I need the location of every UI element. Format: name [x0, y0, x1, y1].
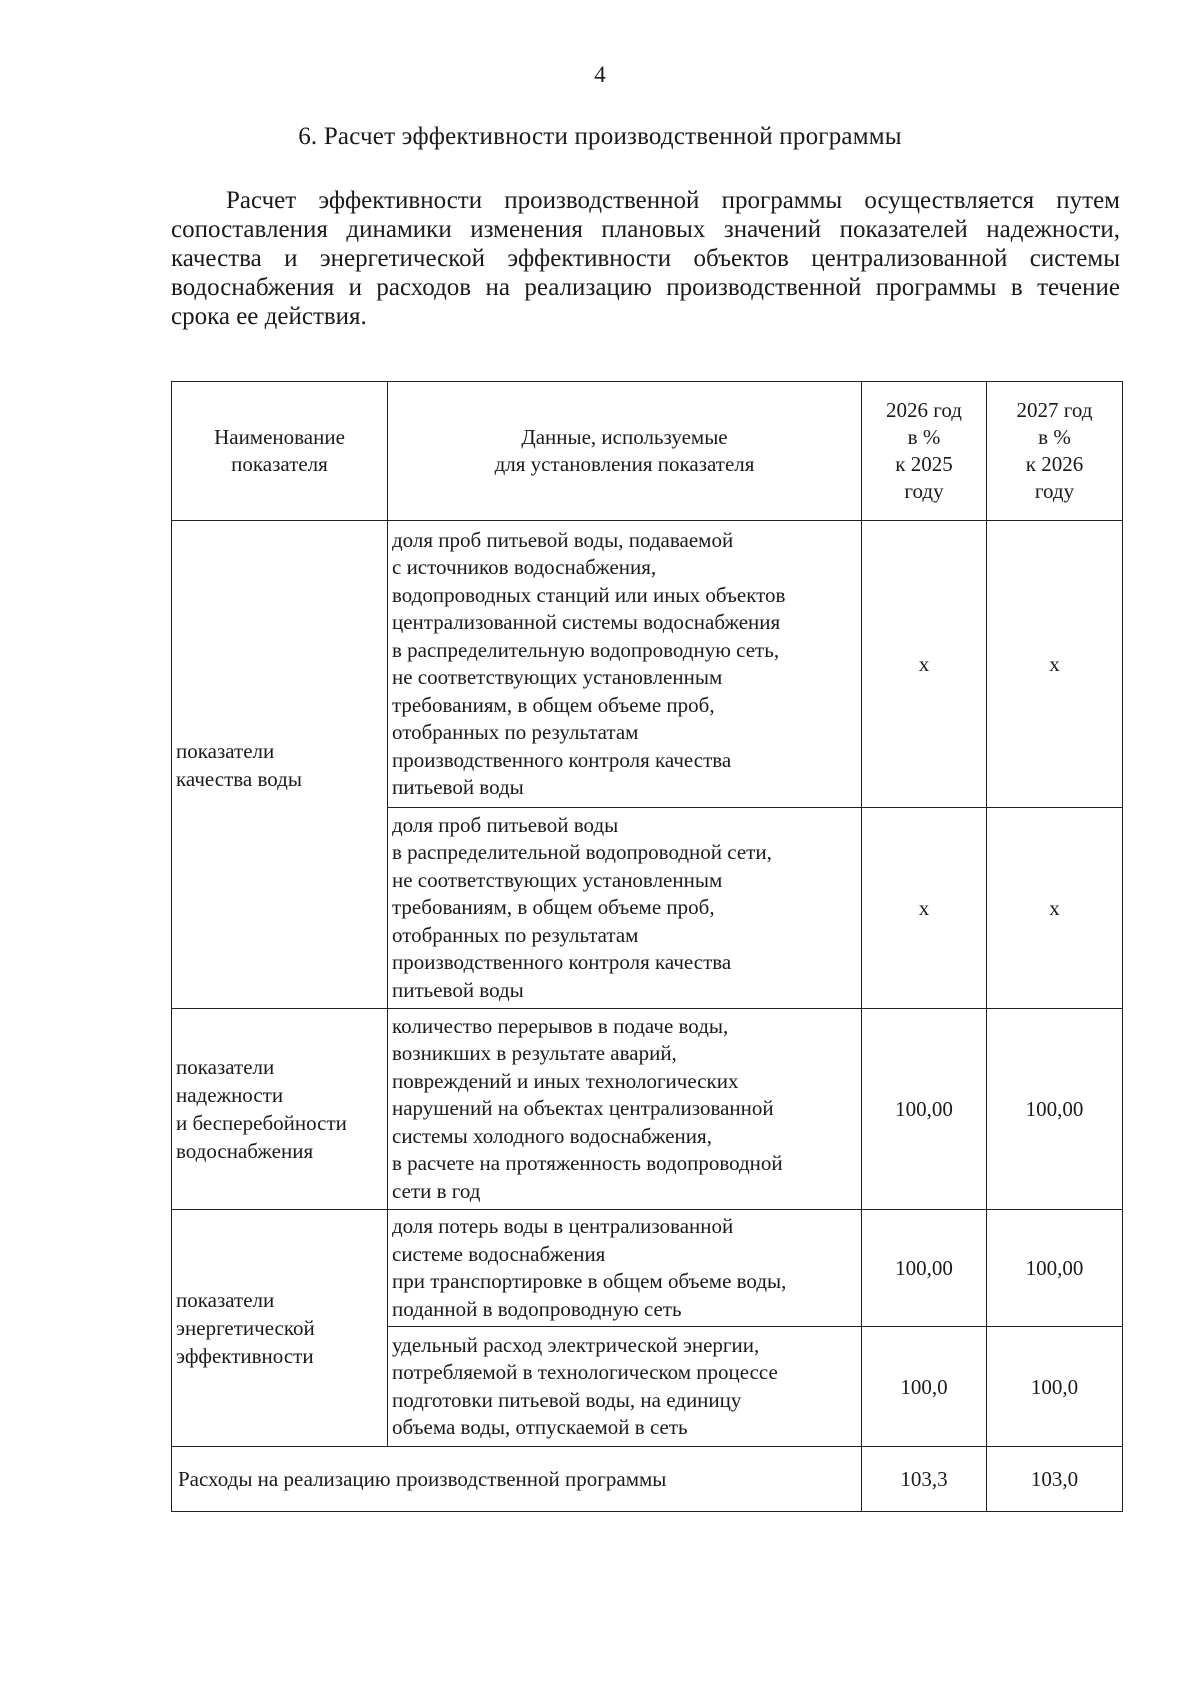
group-name-line: эффективности: [176, 1344, 314, 1368]
total-value-2027: 103,0: [987, 1447, 1123, 1512]
header-text: году: [1034, 479, 1075, 503]
data-line: возникших в результате аварий,: [392, 1041, 677, 1066]
data-line: удельный расход электрической энергии,: [392, 1332, 760, 1357]
data-line: при транспортировке в общем объеме воды,: [392, 1269, 787, 1293]
data-line: потребляемой в технологическом процессе: [392, 1360, 778, 1384]
table-row: [172, 521, 1123, 808]
data-line: повреждений и иных технологических: [392, 1068, 739, 1093]
data-line: доля проб питьевой воды, подаваемой: [392, 527, 734, 552]
data-line: количество перерывов в подаче воды,: [392, 1013, 729, 1038]
group-reliability: [172, 1009, 388, 1210]
data-line: не соответствующих установленным: [392, 665, 723, 689]
group-water-quality: [172, 521, 388, 1009]
data-line: системы холодного водоснабжения,: [392, 1123, 712, 1148]
indicator-data-cell: [388, 1327, 862, 1447]
data-line: сети в год: [392, 1178, 481, 1203]
group-name-line: показатели: [176, 1055, 275, 1079]
value-2026: 100,00: [862, 1210, 987, 1327]
total-value-2026: 103,3: [862, 1447, 987, 1512]
group-name-line: качества воды: [176, 766, 302, 791]
value-2026: 100,00: [862, 1009, 987, 1210]
value-2026: 100,0: [862, 1327, 987, 1447]
data-line: не соответствующих установленным: [392, 867, 723, 892]
header-text: показателя: [231, 452, 328, 476]
intro-paragraph: Расчет эффективности производственной программы осуществляется путем сопоставления динамики изменения плановых значений показателей надежности, качества и энергетической эффективности объектов централизованной системы водоснабжения и расходов на реализацию производственной программы в течение срока ее действия.: [171, 187, 1120, 330]
header-text: в %: [907, 425, 941, 449]
group-name-line: и бесперебойности: [176, 1111, 347, 1135]
data-line: доля проб питьевой воды: [392, 812, 619, 837]
header-text: для установления показателя: [494, 452, 755, 476]
table-row: [172, 1009, 1123, 1210]
data-line: отобранных по результатам: [392, 720, 639, 744]
header-text: к 2026: [1025, 452, 1084, 476]
value-2026: х: [862, 521, 987, 808]
data-line: водопроводных станций или иных объектов: [392, 582, 786, 607]
indicator-data-cell: [388, 1210, 862, 1327]
header-text: в %: [1038, 425, 1071, 449]
header-text: Данные, используемые: [521, 425, 728, 449]
efficiency-table: [171, 381, 1123, 1512]
header-text: 2026 год: [886, 398, 962, 422]
data-line: подготовки питьевой воды, на единицу: [392, 1387, 742, 1412]
total-costs-row: [172, 1447, 1123, 1512]
data-line: поданной в водопроводную сеть: [392, 1296, 682, 1321]
header-text: Наименование: [214, 425, 345, 449]
value-2027: х: [987, 808, 1123, 1009]
group-name-line: показатели: [176, 738, 275, 763]
data-line: отобранных по результатам: [392, 922, 639, 947]
group-energy-efficiency: [172, 1210, 388, 1447]
data-line: нарушений на объектах централизованной: [392, 1096, 774, 1121]
data-line: питьевой воды: [392, 775, 524, 799]
header-year-2026: [862, 382, 987, 521]
data-line: в расчете на протяженность водопроводной: [392, 1151, 783, 1176]
header-indicator-name: [172, 382, 388, 521]
total-costs-label: Расходы на реализацию производственной программы: [172, 1447, 862, 1512]
header-text: году: [904, 479, 944, 503]
table-row: [172, 1210, 1123, 1327]
data-line: производственного контроля качества: [392, 747, 732, 772]
group-name-line: показатели: [176, 1288, 275, 1312]
value-2027: 100,00: [987, 1009, 1123, 1210]
data-line: объема воды, отпускаемой в сеть: [392, 1415, 688, 1439]
data-line: требованиям, в общем объеме проб,: [392, 692, 715, 717]
data-line: централизованной системы водоснабжения: [392, 610, 781, 634]
header-text: к 2025: [895, 452, 953, 476]
group-name-line: энергетической: [176, 1316, 315, 1340]
data-line: системе водоснабжения: [392, 1241, 606, 1266]
value-2027: х: [987, 521, 1123, 808]
data-line: производственного контроля качества: [392, 950, 732, 975]
data-line: питьевой воды: [392, 977, 524, 1002]
data-line: доля потерь воды в централизованной: [392, 1214, 734, 1238]
value-2026: х: [862, 808, 987, 1009]
page-number: 4: [594, 62, 606, 87]
data-line: требованиям, в общем объеме проб,: [392, 895, 715, 920]
header-year-2027: [987, 382, 1123, 521]
value-2027: 100,00: [987, 1210, 1123, 1327]
data-line: в распределительную водопроводную сеть,: [392, 637, 780, 662]
table-header-row: [172, 382, 1123, 521]
header-text: 2027 год: [1016, 398, 1093, 422]
value-2027: 100,0: [987, 1327, 1123, 1447]
group-name-line: водоснабжения: [176, 1139, 314, 1163]
header-data-used: [388, 382, 862, 521]
section-title: 6. Расчет эффективности производственной программы: [298, 123, 902, 150]
data-line: с источников водоснабжения,: [392, 555, 657, 579]
indicator-data-cell: [388, 521, 862, 808]
indicator-data-cell: [388, 1009, 862, 1210]
data-line: в распределительной водопроводной сети,: [392, 840, 772, 865]
group-name-line: надежности: [176, 1083, 284, 1107]
indicator-data-cell: [388, 808, 862, 1009]
